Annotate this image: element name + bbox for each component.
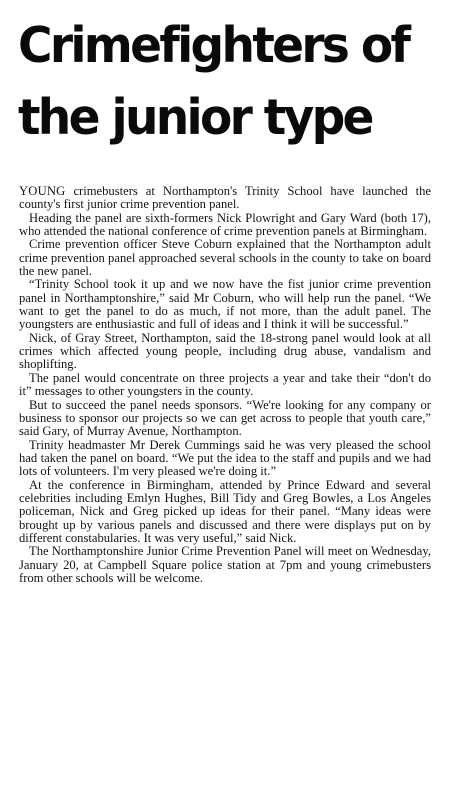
- lead-paragraph-text: crimebusters at Northampton's Trinity School have launched the county's first junior crime prevention panel.: [19, 184, 431, 212]
- paragraph-nick-gray-street: Nick, of Gray Street, Northampton, said the 18-strong panel would look at all crimes which affected young people, including drug abuse, vandalism and shoplifting.: [19, 330, 431, 372]
- headline: [18, 10, 421, 154]
- article-body: [19, 185, 431, 585]
- paragraph-heading-panel: Heading the panel are sixth-formers Nick Plowright and Gary Ward (both 17), who attended the national conference of crime prevention panels at Birmingham.: [19, 210, 431, 239]
- paragraph-three-projects: The panel would concentrate on three projects a year and take their “don't do it” messages to other youngsters in the county.: [19, 370, 431, 399]
- paragraph-conference: At the conference in Birmingham, attended by Prince Edward and several celebrities including Emlyn Hughes, Bill Tidy and Greg Bowles, a Los Angeles policeman, Nick and Greg picked up ideas for their panel. “Many ideas were brought up by various panels and discussed and there were displays put on by different constabularies. It was very useful,” said Nick.: [19, 477, 431, 545]
- headline-line-2: the junior type: [18, 89, 372, 146]
- headline-line-1: Crimefighters of: [18, 17, 409, 74]
- lead-word: YOUNG: [19, 184, 66, 198]
- paragraph-headmaster: Trinity headmaster Mr Derek Cummings said he was very pleased the school had taken the panel on board. “We put the idea to the staff and pupils and we had lots of volunteers. I'm very pleased we're doing it.”: [19, 437, 431, 479]
- paragraph-meeting: The Northamptonshire Junior Crime Prevention Panel will meet on Wednesday, January 20, at Campbell Square police station at 7pm and young crimebusters from other schools will be welcome.: [19, 544, 431, 585]
- paragraph-coburn-quote: “Trinity School took it up and we now have the fist junior crime prevention panel in Northamptonshire,” said Mr Coburn, who will help run the panel. “We want to get the panel to do as much, if not more, than the adult panel. The youngsters are enthusiastic and full of ideas and I think it will be successful.”: [19, 277, 431, 332]
- paragraph-sponsors: But to succeed the panel needs sponsors. “We're looking for any company or business to sponsor our projects so we can get across to people that youth care,” said Gary, of Murray Avenue, Northampton.: [19, 397, 431, 439]
- paragraph-officer-explained: Crime prevention officer Steve Coburn explained that the Northampton adult crime prevention panel approached several schools in the county to take on board the new panel.: [19, 237, 431, 279]
- lead-paragraph: [19, 185, 431, 212]
